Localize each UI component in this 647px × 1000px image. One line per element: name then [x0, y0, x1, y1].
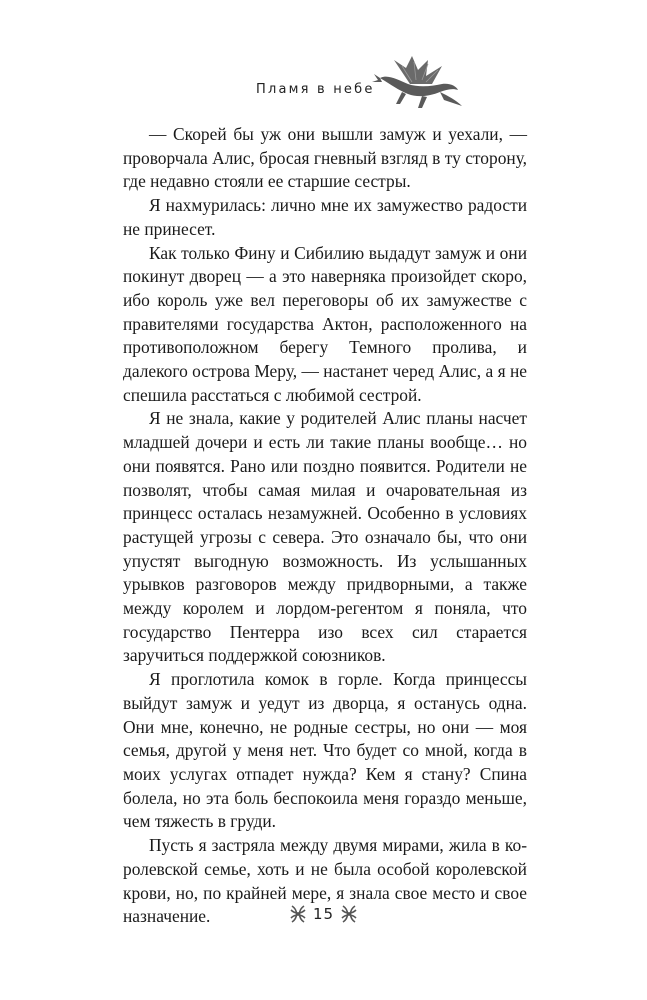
- celtic-knot-icon: [340, 904, 358, 924]
- page-number: 15: [312, 905, 335, 923]
- page-footer: [0, 904, 647, 928]
- paragraph: Как только Фину и Сибилию выдадут замуж и они покинут дворец — а это наверняка произойдет скоро, ибо король уже вел переговоры об их замужестве с правителями государства Актон, расположенного на противоположном берегу Темного пролива, и далекого острова Меру, — настанет черед Алис, а я не спешила расстаться с любимой сестрой.: [123, 242, 527, 405]
- paragraph: Я не знала, какие у родителей Алис планы насчет младшей дочери и есть ли такие планы вообще… но они появятся. Рано или поздно появится. Родители не позволят, чтобы самая милая и очаровательная из принцесс осталась незамужней. Особенно в условиях растущей угрозы с севера. Это означало бы, что они упустят выгодную возможность. Из услышанных урывков разговоров между придворными, а также между королем и лордом-регентом я поняла, что государство Пентерра изо всех сил старается заручиться поддержкой союзников.: [123, 408, 527, 666]
- main-text: [123, 123, 527, 929]
- celtic-knot-icon: [289, 904, 307, 924]
- paragraph: Пусть я застряла между двумя мирами, жила в королевской семье, хоть и не была особой королевской крови, но, по крайней мере, я знала свое место и свое назначение.: [123, 835, 527, 927]
- paragraph: — Скорей бы уж они вышли замуж и уехали, — проворчала Алис, бросая гневный взгляд в ту сторону, где недавно стояли ее старшие сестры.: [123, 124, 527, 192]
- running-title: Пламя в небе: [256, 82, 375, 97]
- running-header: [0, 52, 647, 112]
- paragraph: Я нахмурилась: лично мне их замужество радости не принесет.: [123, 195, 527, 239]
- paragraph: Я проглотила комок в горле. Когда принцессы выйдут замуж и уедут из дворца, я останусь одна. Они мне, конечно, не родные сестры, но они — моя семья, другой у меня нет. Что будет со мной, когда в моих услугах отпадет нужда? Кем я стану? Спина болела, но эта боль беспокоила меня гораздо меньше, чем тяжесть в груди.: [123, 669, 527, 832]
- dragon-icon: [372, 54, 464, 110]
